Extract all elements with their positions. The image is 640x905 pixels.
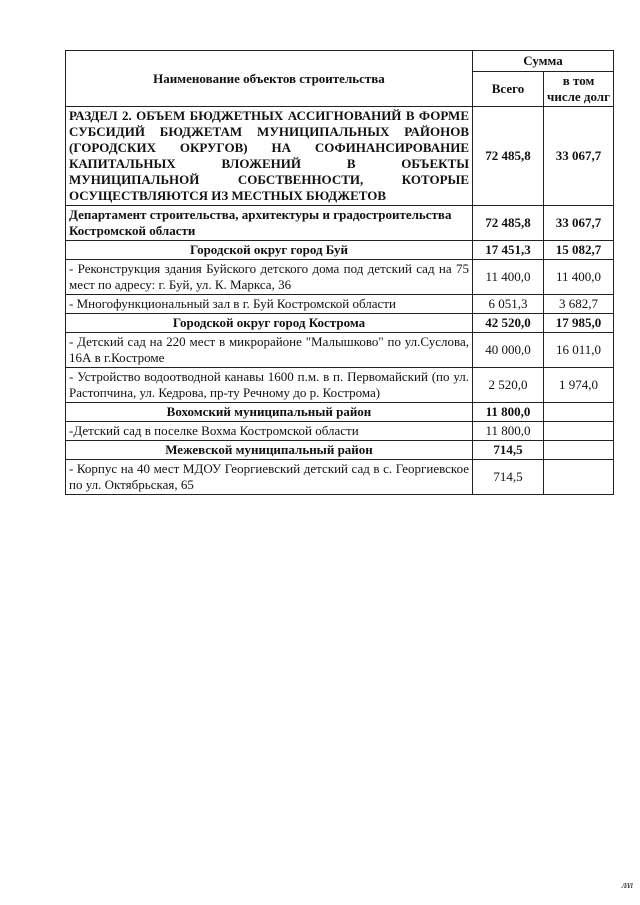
item-name: -Детский сад в поселке Вохма Костромской области <box>66 422 473 441</box>
table-row <box>66 333 614 368</box>
header-debt: в том числе долг <box>544 72 614 107</box>
item-debt: 11 400,0 <box>544 260 614 295</box>
district-debt <box>544 441 614 460</box>
section-title: РАЗДЕЛ 2. ОБЪЕМ БЮДЖЕТНЫХ АССИГНОВАНИЙ В ФОРМЕ СУБСИДИЙ БЮДЖЕТАМ МУНИЦИПАЛЬНЫХ РАЙОНОВ (ГОРОДСКИХ ОКРУГОВ) НА СОФИНАНСИРОВАНИЕ КАПИТАЛЬНЫХ ВЛОЖЕНИЙ В ОБЪЕКТЫ МУНИЦИПАЛЬНОЙ СОБСТВЕННОСТИ, КОТОРЫЕ ОСУЩЕСТВЛЯЮТСЯ ИЗ МЕСТНЫХ БЮДЖЕТОВ <box>66 107 473 206</box>
table-row <box>66 422 614 441</box>
item-name: - Реконструкция здания Буйского детского дома под детский сад на 75 мест по адресу: г. Буй, ул. К. Маркса, 36 <box>66 260 473 295</box>
district-debt: 17 985,0 <box>544 314 614 333</box>
district-name: Межевской муниципальный район <box>66 441 473 460</box>
department-debt: 33 067,7 <box>544 206 614 241</box>
district-total: 11 800,0 <box>473 403 544 422</box>
section-total: 72 485,8 <box>473 107 544 206</box>
item-total: 11 400,0 <box>473 260 544 295</box>
district-row <box>66 241 614 260</box>
item-total: 714,5 <box>473 460 544 495</box>
district-row <box>66 441 614 460</box>
section-row <box>66 107 614 206</box>
page-mark: ллл <box>621 880 632 891</box>
item-debt: 3 682,7 <box>544 295 614 314</box>
section-debt: 33 067,7 <box>544 107 614 206</box>
department-total: 72 485,8 <box>473 206 544 241</box>
item-name: - Устройство водоотводной канавы 1600 п.м. в п. Первомайский (по ул. Растопчина, ул. Кедрова, пр-ту Речному до р. Кострома) <box>66 368 473 403</box>
item-debt: 1 974,0 <box>544 368 614 403</box>
district-row <box>66 403 614 422</box>
district-debt <box>544 403 614 422</box>
table-header-row <box>66 51 614 72</box>
department-row <box>66 206 614 241</box>
district-row <box>66 314 614 333</box>
item-debt <box>544 460 614 495</box>
department-title: Департамент строительства, архитектуры и градостроительства Костромской области <box>66 206 473 241</box>
header-sum: Сумма <box>473 51 614 72</box>
table-row <box>66 260 614 295</box>
header-name: Наименование объектов строительства <box>66 51 473 107</box>
budget-table <box>65 50 614 495</box>
item-debt <box>544 422 614 441</box>
item-total: 6 051,3 <box>473 295 544 314</box>
item-debt: 16 011,0 <box>544 333 614 368</box>
district-total: 42 520,0 <box>473 314 544 333</box>
district-total: 17 451,3 <box>473 241 544 260</box>
item-name: - Корпус на 40 мест МДОУ Георгиевский детский сад в с. Георгиевское по ул. Октябрьская, 65 <box>66 460 473 495</box>
table-row <box>66 460 614 495</box>
table-row <box>66 295 614 314</box>
item-total: 40 000,0 <box>473 333 544 368</box>
district-name: Вохомский муниципальный район <box>66 403 473 422</box>
item-total: 2 520,0 <box>473 368 544 403</box>
item-name: - Детский сад на 220 мест в микрорайоне "Малышково" по ул.Суслова, 16А в г.Костроме <box>66 333 473 368</box>
district-total: 714,5 <box>473 441 544 460</box>
district-name: Городской округ город Буй <box>66 241 473 260</box>
item-total: 11 800,0 <box>473 422 544 441</box>
district-name: Городской округ город Кострома <box>66 314 473 333</box>
item-name: - Многофункциональный зал в г. Буй Костромской области <box>66 295 473 314</box>
table-row <box>66 368 614 403</box>
district-debt: 15 082,7 <box>544 241 614 260</box>
header-total: Всего <box>473 72 544 107</box>
